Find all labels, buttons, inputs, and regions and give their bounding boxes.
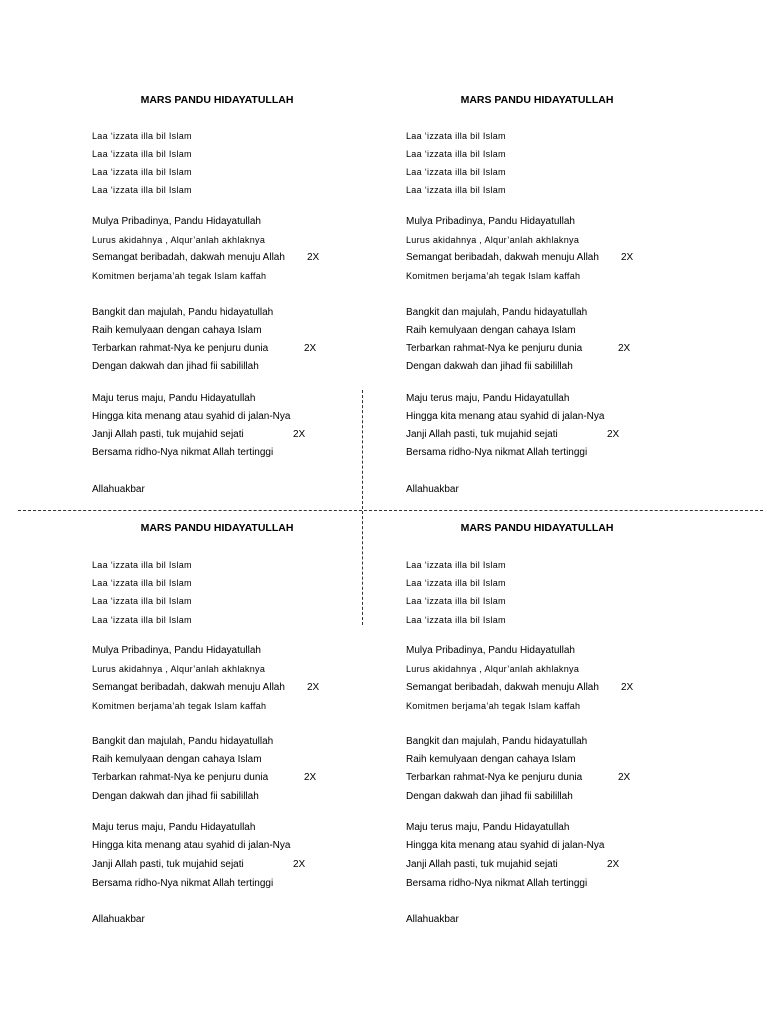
repeat-marker: 2X [293, 429, 306, 440]
closing-line: Allahuakbar [406, 914, 459, 925]
repeat-marker: 2X [607, 429, 620, 440]
verse1-line: Semangat beribadah, dakwah menuju Allah [406, 682, 599, 693]
vertical-cut-line [362, 390, 363, 625]
verse3-line: Bersama ridho-Nya nikmat Allah tertinggi [92, 447, 274, 458]
intro-line: Laa ‘izzata illa bil Islam [92, 596, 192, 606]
intro-line: Laa ‘izzata illa bil Islam [406, 615, 506, 625]
repeat-marker: 2X [621, 682, 634, 693]
verse1-line: Lurus akidahnya , Alqur’anlah akhlaknya [92, 664, 266, 674]
verse1-line: Lurus akidahnya , Alqur’anlah akhlaknya [406, 235, 580, 245]
verse3-line: Maju terus maju, Pandu Hidayatullah [92, 822, 256, 833]
verse2-line: Bangkit dan majulah, Pandu hidayatullah [406, 736, 588, 747]
verse2-line: Terbarkan rahmat-Nya ke penjuru dunia [92, 343, 269, 354]
verse3-line: Hingga kita menang atau syahid di jalan-Nya [406, 411, 605, 422]
intro-line: Laa ‘izzata illa bil Islam [92, 578, 192, 588]
verse3-line: Maju terus maju, Pandu Hidayatullah [92, 393, 256, 404]
repeat-marker: 2X [307, 682, 320, 693]
song-title: MARS PANDU HIDAYATULLAH [460, 522, 614, 534]
verse1-line: Lurus akidahnya , Alqur’anlah akhlaknya [92, 235, 266, 245]
verse2-line: Raih kemulyaan dengan cahaya Islam [406, 754, 576, 765]
verse1-line: Semangat beribadah, dakwah menuju Allah [92, 252, 285, 263]
verse2-line: Dengan dakwah dan jihad fii sabilillah [406, 791, 573, 802]
verse1-line: Mulya Pribadinya, Pandu Hidayatullah [406, 645, 575, 656]
song-title: MARS PANDU HIDAYATULLAH [460, 94, 614, 106]
verse1-line: Semangat beribadah, dakwah menuju Allah [406, 252, 599, 263]
repeat-marker: 2X [621, 252, 634, 263]
intro-line: Laa ‘izzata illa bil Islam [406, 596, 506, 606]
intro-line: Laa ‘izzata illa bil Islam [406, 131, 506, 141]
verse1-line: Mulya Pribadinya, Pandu Hidayatullah [92, 216, 261, 227]
verse1-line: Mulya Pribadinya, Pandu Hidayatullah [406, 216, 575, 227]
verse2-line: Dengan dakwah dan jihad fii sabilillah [92, 361, 259, 372]
verse2-line: Raih kemulyaan dengan cahaya Islam [92, 325, 262, 336]
verse3-line: Maju terus maju, Pandu Hidayatullah [406, 822, 570, 833]
verse3-line: Hingga kita menang atau syahid di jalan-Nya [92, 411, 291, 422]
repeat-marker: 2X [618, 772, 631, 783]
repeat-marker: 2X [304, 772, 317, 783]
verse2-line: Dengan dakwah dan jihad fii sabilillah [92, 791, 259, 802]
intro-line: Laa ‘izzata illa bil Islam [406, 185, 506, 195]
intro-line: Laa ‘izzata illa bil Islam [92, 167, 192, 177]
intro-line: Laa ‘izzata illa bil Islam [92, 185, 192, 195]
intro-line: Laa ‘izzata illa bil Islam [406, 149, 506, 159]
verse1-line: Lurus akidahnya , Alqur’anlah akhlaknya [406, 664, 580, 674]
verse3-line: Hingga kita menang atau syahid di jalan-Nya [92, 840, 291, 851]
verse1-line: Komitmen berjama’ah tegak Islam kaffah [92, 271, 267, 281]
repeat-marker: 2X [607, 859, 620, 870]
verse3-line: Janji Allah pasti, tuk mujahid sejati [92, 859, 244, 870]
verse3-line: Bersama ridho-Nya nikmat Allah tertinggi [406, 878, 588, 889]
closing-line: Allahuakbar [406, 484, 459, 495]
song-title: MARS PANDU HIDAYATULLAH [140, 94, 294, 106]
verse2-line: Terbarkan rahmat-Nya ke penjuru dunia [92, 772, 269, 783]
verse3-line: Bersama ridho-Nya nikmat Allah tertinggi [92, 878, 274, 889]
intro-line: Laa ‘izzata illa bil Islam [406, 167, 506, 177]
intro-line: Laa ‘izzata illa bil Islam [92, 615, 192, 625]
verse2-line: Bangkit dan majulah, Pandu hidayatullah [92, 307, 274, 318]
verse3-line: Janji Allah pasti, tuk mujahid sejati [406, 859, 558, 870]
verse3-line: Janji Allah pasti, tuk mujahid sejati [406, 429, 558, 440]
closing-line: Allahuakbar [92, 484, 145, 495]
verse3-line: Janji Allah pasti, tuk mujahid sejati [92, 429, 244, 440]
verse3-line: Bersama ridho-Nya nikmat Allah tertinggi [406, 447, 588, 458]
repeat-marker: 2X [304, 343, 317, 354]
verse1-line: Mulya Pribadinya, Pandu Hidayatullah [92, 645, 261, 656]
verse1-line: Komitmen berjama’ah tegak Islam kaffah [406, 271, 581, 281]
verse2-line: Raih kemulyaan dengan cahaya Islam [92, 754, 262, 765]
verse2-line: Bangkit dan majulah, Pandu hidayatullah [92, 736, 274, 747]
verse3-line: Hingga kita menang atau syahid di jalan-Nya [406, 840, 605, 851]
song-title: MARS PANDU HIDAYATULLAH [140, 522, 294, 534]
horizontal-cut-line [18, 510, 763, 511]
intro-line: Laa ‘izzata illa bil Islam [406, 560, 506, 570]
verse2-line: Dengan dakwah dan jihad fii sabilillah [406, 361, 573, 372]
intro-line: Laa ‘izzata illa bil Islam [92, 149, 192, 159]
intro-line: Laa ‘izzata illa bil Islam [92, 560, 192, 570]
verse1-line: Komitmen berjama’ah tegak Islam kaffah [92, 701, 267, 711]
verse2-line: Terbarkan rahmat-Nya ke penjuru dunia [406, 343, 583, 354]
verse2-line: Raih kemulyaan dengan cahaya Islam [406, 325, 576, 336]
verse1-line: Komitmen berjama’ah tegak Islam kaffah [406, 701, 581, 711]
verse2-line: Terbarkan rahmat-Nya ke penjuru dunia [406, 772, 583, 783]
verse3-line: Maju terus maju, Pandu Hidayatullah [406, 393, 570, 404]
repeat-marker: 2X [293, 859, 306, 870]
intro-line: Laa ‘izzata illa bil Islam [92, 131, 192, 141]
repeat-marker: 2X [307, 252, 320, 263]
intro-line: Laa ‘izzata illa bil Islam [406, 578, 506, 588]
verse2-line: Bangkit dan majulah, Pandu hidayatullah [406, 307, 588, 318]
closing-line: Allahuakbar [92, 914, 145, 925]
repeat-marker: 2X [618, 343, 631, 354]
verse1-line: Semangat beribadah, dakwah menuju Allah [92, 682, 285, 693]
